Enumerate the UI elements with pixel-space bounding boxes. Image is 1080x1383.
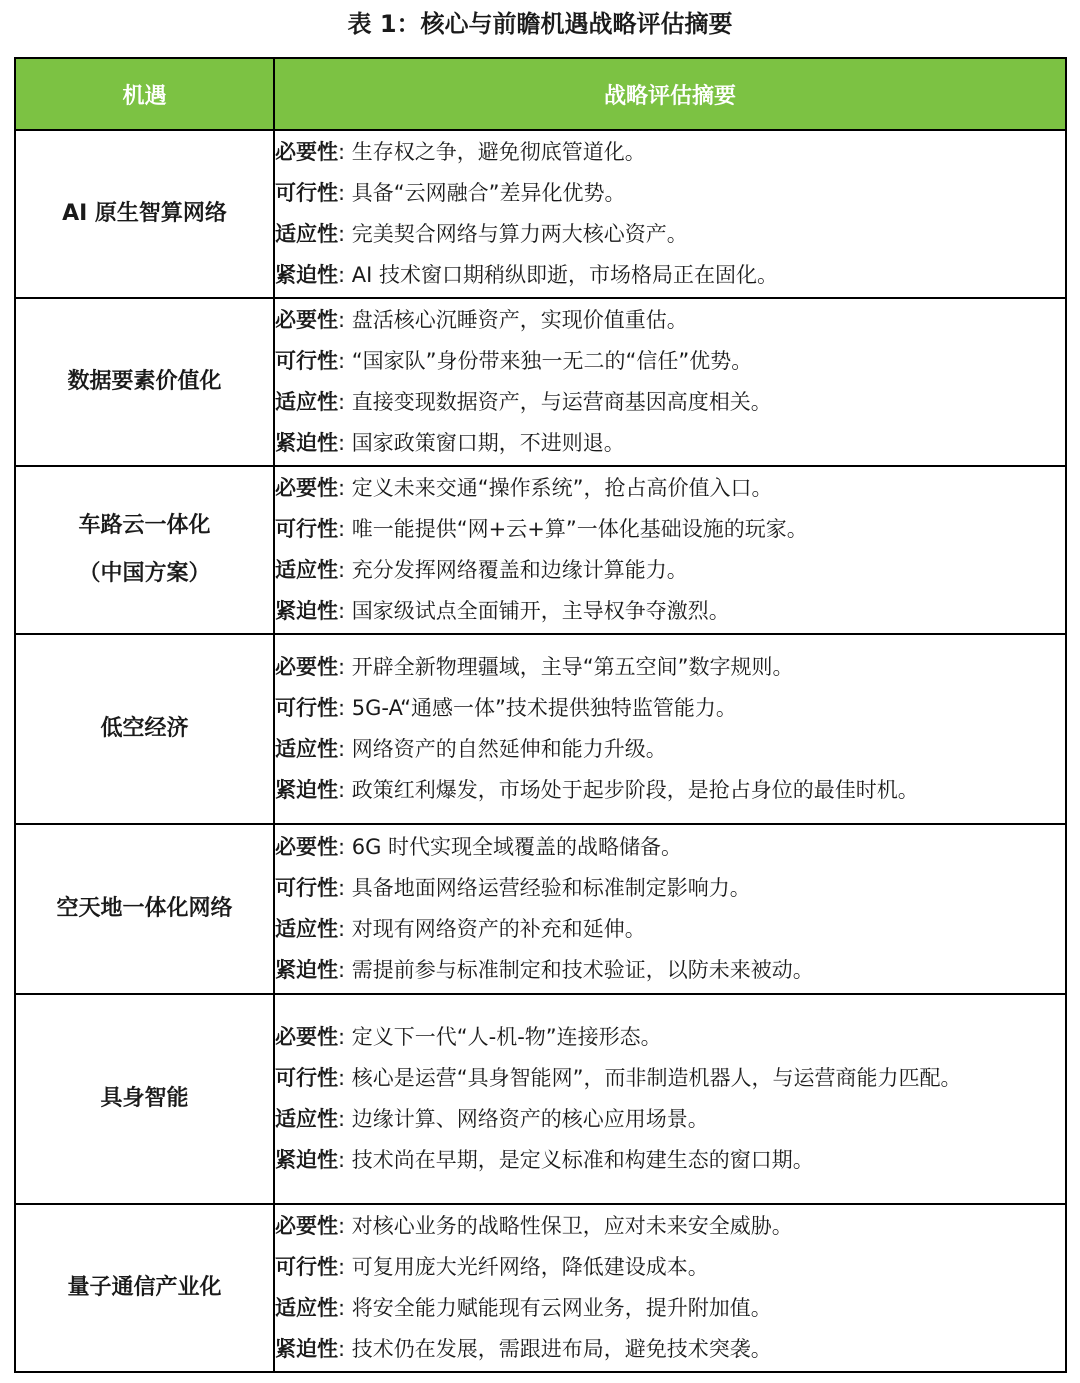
assessment-label: 适应性 <box>275 917 338 941</box>
assessment-label: 必要性 <box>275 655 338 679</box>
assessment-text: : 政策红利爆发，市场处于起步阶段，是抢占身位的最佳时机。 <box>338 778 919 802</box>
assessment-text: : 完美契合网络与算力两大核心资产。 <box>338 222 688 246</box>
assessment-label: 适应性 <box>275 390 338 414</box>
assessment-text: : 对现有网络资产的补充和延伸。 <box>338 917 646 941</box>
assessment-label: 可行性 <box>275 181 338 205</box>
assessment-item <box>275 423 1065 464</box>
table-row <box>15 824 1066 994</box>
assessment-label: 必要性 <box>275 835 338 859</box>
assessment-text: : 具备“云网融合”差异化优势。 <box>338 181 626 205</box>
assessment-label: 必要性 <box>275 140 338 164</box>
assessment-text: : 需提前参与标准制定和技术验证，以防未来被动。 <box>338 958 814 982</box>
table-body <box>15 130 1066 1372</box>
assessment-label: 适应性 <box>275 222 338 246</box>
assessment-item <box>275 509 1065 550</box>
assessment-text: : 充分发挥网络覆盖和边缘计算能力。 <box>338 558 688 582</box>
assessment-label: 可行性 <box>275 696 338 720</box>
opportunity-name: 车路云一体化 <box>78 513 211 538</box>
assessment-item <box>275 1247 1065 1288</box>
opportunity-name-cell <box>15 994 274 1204</box>
assessment-text: : 唯一能提供“网+云+算”一体化基础设施的玩家。 <box>338 517 808 541</box>
opportunity-name: 低空经济 <box>100 716 189 741</box>
assessment-item <box>275 173 1065 214</box>
opportunity-name: 量子通信产业化 <box>67 1275 222 1300</box>
assessment-label: 紧迫性 <box>275 1148 338 1172</box>
assessment-label: 紧迫性 <box>275 599 338 623</box>
assessment-item <box>275 1058 1065 1099</box>
assessment-item <box>275 382 1065 423</box>
assessment-item <box>275 868 1065 909</box>
assessment-label: 适应性 <box>275 558 338 582</box>
assessment-item <box>275 341 1065 382</box>
assessment-label: 必要性 <box>275 1214 338 1238</box>
opportunity-name-cell <box>15 1204 274 1372</box>
assessment-text: : 6G 时代实现全域覆盖的战略储备。 <box>338 835 683 859</box>
assessment-label: 可行性 <box>275 517 338 541</box>
assessment-label: 适应性 <box>275 737 338 761</box>
assessment-text: : 边缘计算、网络资产的核心应用场景。 <box>338 1107 709 1131</box>
table-row <box>15 298 1066 466</box>
assessment-label: 可行性 <box>275 349 338 373</box>
table-row <box>15 130 1066 298</box>
opportunity-name: （中国方案） <box>78 561 211 586</box>
assessment-item <box>275 770 1065 811</box>
assessment-cell <box>274 298 1066 466</box>
header-summary: 战略评估摘要 <box>274 58 1066 130</box>
assessment-label: 紧迫性 <box>275 1337 338 1361</box>
assessment-text: : “国家队”身份带来独一无二的“信任”优势。 <box>338 349 753 373</box>
assessment-label: 必要性 <box>275 308 338 332</box>
opportunity-name: 数据要素价值化 <box>67 369 222 394</box>
assessment-text: : 5G-A“通感一体”技术提供独特监管能力。 <box>338 696 737 720</box>
assessment-text: : 技术尚在早期，是定义标准和构建生态的窗口期。 <box>338 1148 814 1172</box>
table-header-row <box>15 58 1066 130</box>
assessment-text: : 技术仍在发展，需跟进布局，避免技术突袭。 <box>338 1337 772 1361</box>
assessment-label: 必要性 <box>275 476 338 500</box>
assessment-cell <box>274 994 1066 1204</box>
table-caption: 表 1：核心与前瞻机遇战略评估摘要 <box>347 10 733 38</box>
assessment-item <box>275 1017 1065 1058</box>
assessment-text: : 具备地面网络运营经验和标准制定影响力。 <box>338 876 751 900</box>
assessment-item <box>275 647 1065 688</box>
opportunity-name-cell <box>15 298 274 466</box>
assessment-label: 紧迫性 <box>275 431 338 455</box>
assessment-item <box>275 550 1065 591</box>
opportunity-name: AI 原生智算网络 <box>62 201 227 226</box>
table-row <box>15 994 1066 1204</box>
assessment-cell <box>274 1204 1066 1372</box>
table-row <box>15 634 1066 824</box>
assessment-text: : 网络资产的自然延伸和能力升级。 <box>338 737 667 761</box>
assessment-text: : 生存权之争，避免彻底管道化。 <box>338 140 646 164</box>
assessment-label: 必要性 <box>275 1025 338 1049</box>
assessment-text: : 对核心业务的战略性保卫，应对未来安全威胁。 <box>338 1214 793 1238</box>
assessment-cell <box>274 130 1066 298</box>
assessment-item <box>275 255 1065 296</box>
assessment-text: : 将安全能力赋能现有云网业务，提升附加值。 <box>338 1296 772 1320</box>
table-row <box>15 466 1066 634</box>
assessment-item <box>275 1206 1065 1247</box>
assessment-label: 适应性 <box>275 1296 338 1320</box>
assessment-label: 适应性 <box>275 1107 338 1131</box>
opportunity-name-cell <box>15 130 274 298</box>
assessment-cell <box>274 824 1066 994</box>
opportunity-name-cell <box>15 466 274 634</box>
assessment-text: : 核心是运营“具身智能网”，而非制造机器人，与运营商能力匹配。 <box>338 1066 962 1090</box>
assessment-text: : 定义下一代“人-机-物”连接形态。 <box>338 1025 662 1049</box>
assessment-label: 紧迫性 <box>275 263 338 287</box>
assessment-label: 紧迫性 <box>275 958 338 982</box>
opportunity-name: 空天地一体化网络 <box>56 896 233 921</box>
assessment-item <box>275 1329 1065 1370</box>
assessment-item <box>275 909 1065 950</box>
assessment-text: : 定义未来交通“操作系统”，抢占高价值入口。 <box>338 476 773 500</box>
assessment-item <box>275 1140 1065 1181</box>
assessment-cell <box>274 634 1066 824</box>
assessment-item <box>275 827 1065 868</box>
assessment-item <box>275 591 1065 632</box>
assessment-item <box>275 132 1065 173</box>
table-row <box>15 1204 1066 1372</box>
assessment-text: : AI 技术窗口期稍纵即逝，市场格局正在固化。 <box>338 263 778 287</box>
opportunity-name: 具身智能 <box>100 1086 189 1111</box>
assessment-text: : 国家级试点全面铺开，主导权争夺激烈。 <box>338 599 730 623</box>
header-opportunity: 机遇 <box>15 58 274 130</box>
opportunity-name-cell <box>15 824 274 994</box>
assessment-text: : 国家政策窗口期，不进则退。 <box>338 431 625 455</box>
assessment-label: 可行性 <box>275 876 338 900</box>
assessment-label: 可行性 <box>275 1255 338 1279</box>
assessment-label: 可行性 <box>275 1066 338 1090</box>
opportunity-name-cell <box>15 634 274 824</box>
assessment-item <box>275 468 1065 509</box>
assessment-text: : 可复用庞大光纤网络，降低建设成本。 <box>338 1255 709 1279</box>
assessment-item <box>275 214 1065 255</box>
assessment-text: : 盘活核心沉睡资产，实现价值重估。 <box>338 308 688 332</box>
assessment-cell <box>274 466 1066 634</box>
assessment-item <box>275 729 1065 770</box>
assessment-text: : 开辟全新物理疆域，主导“第五空间”数字规则。 <box>338 655 794 679</box>
assessment-item <box>275 1099 1065 1140</box>
assessment-item <box>275 950 1065 991</box>
strategy-summary-table <box>14 57 1067 1373</box>
assessment-item <box>275 688 1065 729</box>
assessment-text: : 直接变现数据资产，与运营商基因高度相关。 <box>338 390 772 414</box>
assessment-label: 紧迫性 <box>275 778 338 802</box>
assessment-item <box>275 300 1065 341</box>
assessment-item <box>275 1288 1065 1329</box>
